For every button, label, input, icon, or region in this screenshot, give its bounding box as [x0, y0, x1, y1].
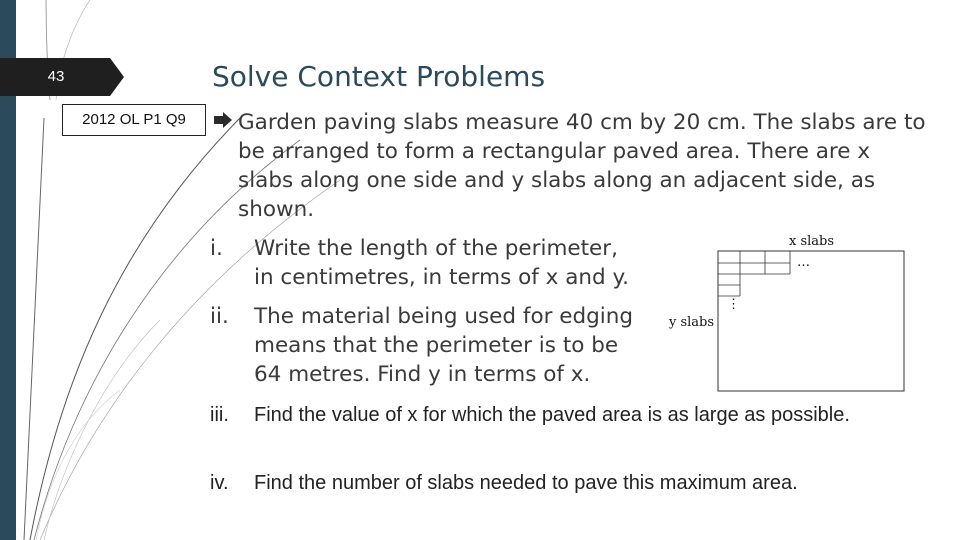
part-text-line: in centimetres, in terms of x and y.	[254, 265, 630, 290]
question-label: 2012 OL P1 Q9	[62, 104, 206, 136]
y-slabs-label: y slabs	[669, 315, 715, 330]
part-number: i.	[210, 236, 223, 261]
part-number: iii.	[210, 404, 229, 426]
question-paragraph: Garden paving slabs measure 40 cm by 20 cm. The slabs are to be arranged to form a rectangular paved area. There are x slabs along one side and y slabs along an adjacent side, as shown.	[238, 110, 926, 222]
slab-diagram	[667, 232, 905, 392]
part-number: ii.	[210, 304, 229, 329]
vertical-ellipsis: ⋮	[727, 297, 740, 312]
part-text: Find the value of x for which the paved area is as large as possible.	[254, 404, 850, 426]
part-text-line: means that the perimeter is to be	[254, 333, 619, 358]
slide-number: 43	[47, 68, 65, 85]
slide-number-badge	[0, 58, 124, 96]
slide-title: Solve Context Problems	[212, 60, 546, 93]
part-number: iv.	[210, 472, 229, 494]
horizontal-ellipsis: …	[797, 255, 810, 270]
part-text-line: The material being used for edging	[254, 304, 634, 329]
part-text-line: 64 metres. Find y in terms of x.	[254, 362, 591, 387]
arrow-bullet-icon	[214, 112, 232, 133]
x-slabs-label: x slabs	[789, 234, 835, 249]
part-text: Find the number of slabs needed to pave this maximum area.	[254, 472, 798, 494]
part-text-line: Write the length of the perimeter,	[254, 236, 618, 261]
